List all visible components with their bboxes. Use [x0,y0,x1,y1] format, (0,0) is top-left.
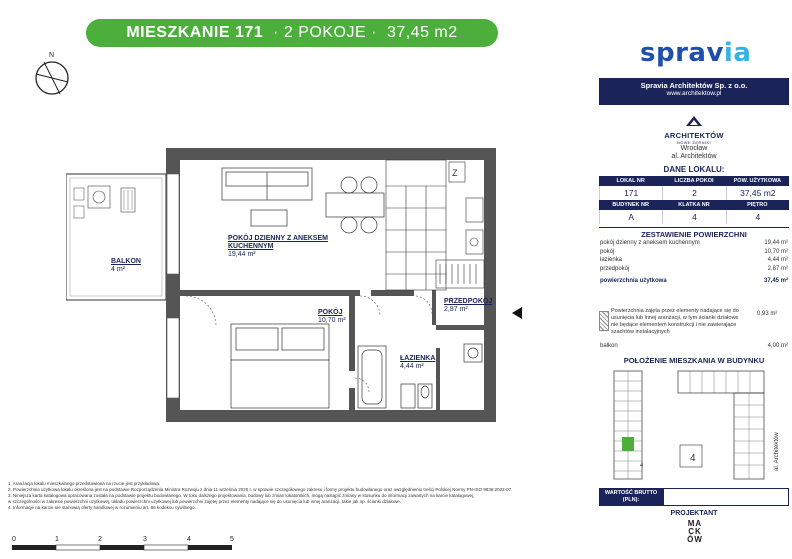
svg-text:4: 4 [187,536,191,543]
price-value-box [663,488,789,506]
bathroom-fixtures [358,344,482,408]
polozenie-title: POŁOŻENIE MIESZKANIA W BUDYNKU [623,355,765,365]
spravia-logo: spravia [640,38,752,68]
svg-text:5: 5 [230,536,234,543]
zestawienie-title: ZESTAWIENIE POWIERZCHNI [599,227,789,239]
coffee-table [251,210,287,226]
zest-row: łazienka 4,44 m² [600,257,788,263]
doors [186,296,432,392]
zest-row: pokój 10,70 m² [600,248,788,255]
apartment-title-bar [86,19,498,47]
street-label: al. Architektów [774,432,780,471]
triangle-logo-icon [686,116,702,126]
building-location-map [600,367,790,485]
svg-text:1: 1 [55,536,59,543]
room-count: · 2 POKOJE · [273,24,377,41]
balkon-row: balkon 4,00 m² [600,342,788,349]
hatch-legend-icon [599,311,609,331]
dane-lokalu-title: DANE LOKALU: [663,165,725,174]
scale-bar [12,533,237,559]
svg-text:2: 2 [98,536,102,543]
apartment-area: 37,45 m2 [386,24,458,41]
svg-text:4: 4 [690,453,696,464]
company-header: Spravia Architektów Sp. z o.o. www.architektow.pl [599,78,789,105]
dane-table-2: BUDYNEK NR KLATKA NR PIĘTRO A 4 4 [599,200,789,224]
kitchen-counter [386,160,484,290]
zest-total: powierzchnia użytkowa 37,45 m² [600,278,788,284]
svg-text:3: 3 [143,536,147,543]
entrance-arrow-icon [512,307,522,319]
dining-table [326,177,384,233]
footnotes: 1. Aranżacja lokalu mieszkalnego przedstawiona na rzucie jest przykładowa. 2. Powierzchnia użytkowa lokalu określona jest na podstawie Rozporządzenia Ministra Rozwoju z dnia 11 września 2020 r. w sprawie szczegółowego zakresu i formy projektu budowlanego oraz uwzględnieniu treści Polskiej Normy PN-ISO 9836:2022-07. 3. Niniejsza karta katalogowa opracowana została na podstawie projektu budowlanego. W toku dalszego projektowania, budowy lub zmian lokatorskich, mogą nastąpić zmiany w stosunku do informacji zawartych na karcie katalogowej, w szczególności w zakresie powierzchni użytkowej, układu powierzchni użytkowej lub powierzchni zajętej przez elementy nadające się do usunięcia lub innej aranżacji, takie jak np. ścianki działowe. 4. Informacje na karcie nie stanowią oferty handlowej w rozumieniu art. 66 kodeksu cywilnego. [8,481,513,510]
zest-row: pokój dzienny z aneksem kuchennym 19,44 m² [600,240,788,246]
location: Wrocław al. Architektów [671,145,717,160]
room-label-balkon: BALKON 4 m² [111,258,141,273]
floor-plan [66,148,506,428]
price-box: WARTOŚĆ BRUTTO (PLN): [599,488,789,506]
room-label-living: POKÓJ DZIENNY Z ANEKSEM KUCHENNYM 19,44 m² [228,235,328,258]
bed [231,324,329,408]
svg-text:4: 4 [640,463,644,469]
projektant-label: PROJEKTANT [670,510,718,517]
apartment-number: MIESZKANIE 171 [126,24,264,41]
compass-north-label: N [49,52,55,59]
architektow-logo: ARCHITEKTÓW NOWE ŻERNIKI [599,113,789,137]
removable-elements-note: Powierzchnia zajęta przez elementy nadające się do usunięcia lub innej aranżacji, w tym ścianki działowe nie będące elementem konstrukcji i nie zawierające szachtów instalacyjnych 0,93 m² [599,308,789,336]
svg-text:0: 0 [12,536,16,543]
info-panel [599,78,789,365]
mackow-logo: MA CK ÓW [687,519,703,544]
dane-table-1: LOKAL NR LICZBA POKOI POW. UŻYTKOWA 171 2 37,45 m2 [599,176,789,200]
sofa [222,168,312,200]
svg-text:Z: Z [452,168,458,178]
balcony-area [66,174,166,300]
compass-icon [30,50,74,98]
zest-row: przedpokój 2,87 m² [600,265,788,272]
room-label-przedpokoj: PRZEDPOKÓJ 2,87 m² [444,298,493,313]
room-label-pokoj: POKÓJ 10,70 m² [318,309,346,324]
room-label-lazienka: ŁAZIENKA 4,44 m² [400,355,436,370]
apartment-highlight [622,437,634,451]
apartment-walls [166,148,496,422]
